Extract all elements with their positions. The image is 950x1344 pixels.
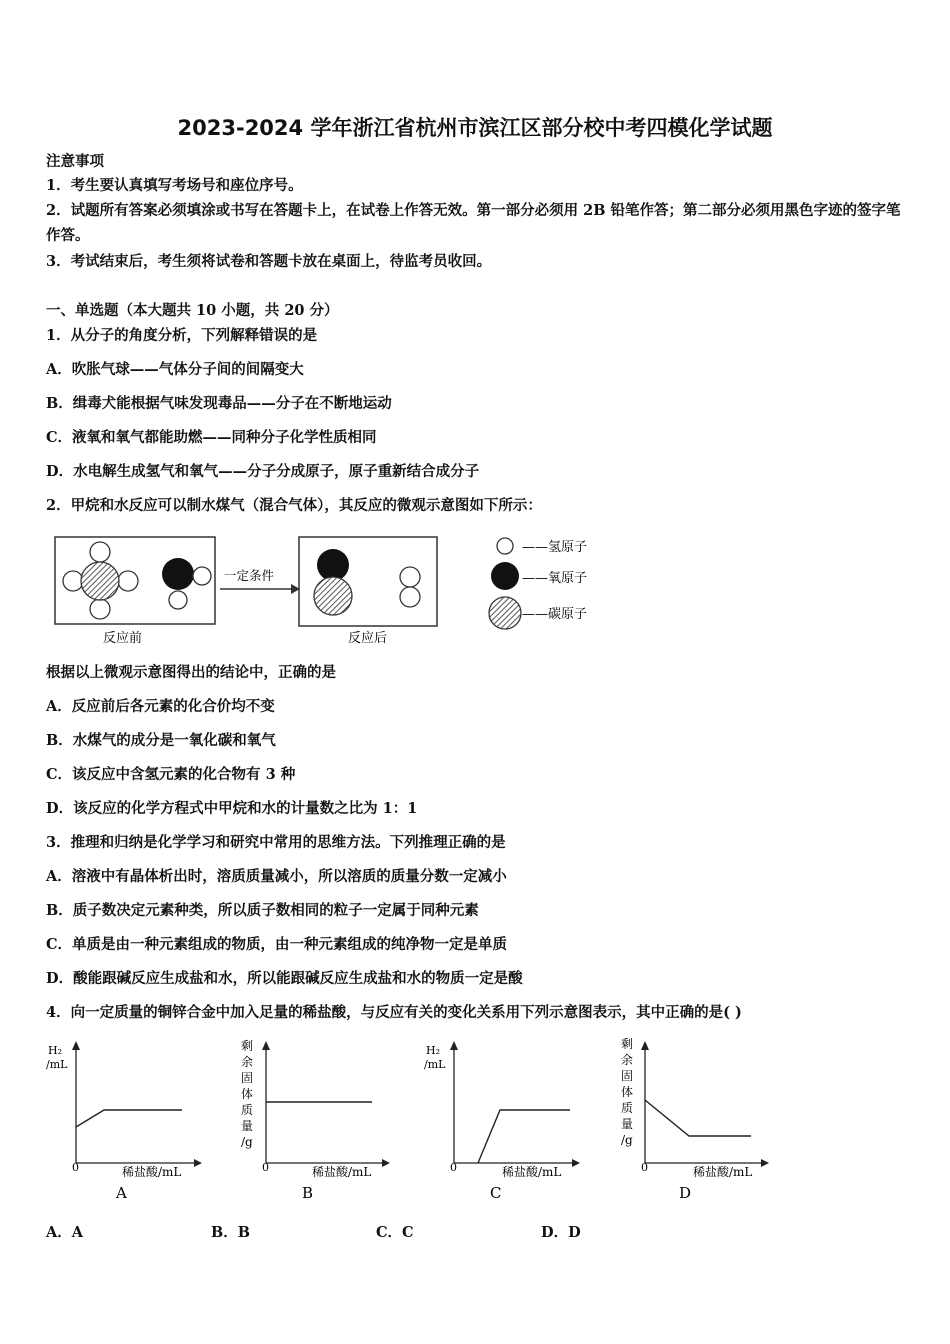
x-axis-label: 稀盐酸/mL: [312, 1165, 372, 1179]
before-label: 反应前: [103, 631, 143, 646]
y-label-line2: /mL: [46, 1058, 68, 1071]
y-axis-arrow-icon: [450, 1041, 458, 1050]
hydrogen-atom: [63, 571, 83, 591]
q1-option-c: C．液氧和氧气都能助燃——同种分子化学性质相同: [46, 429, 377, 446]
after-label: 反应后: [348, 631, 388, 646]
notice-heading: 注意事项: [46, 153, 104, 170]
water-molecule: [162, 558, 211, 609]
graph-c: [422, 1038, 602, 1208]
y-axis-label: 剩 余 固 体 质 量 /g: [241, 1039, 254, 1149]
hydrogen-molecule: [400, 567, 420, 607]
curve-line: [645, 1100, 751, 1136]
y-label-line2: /mL: [424, 1058, 446, 1071]
notice-item-3: 3．考试结束后，考生须将试卷和答题卡放在桌面上，待监考员收回。: [46, 253, 492, 270]
y-label-line1: H₂: [426, 1044, 441, 1057]
legend-oxygen-icon: [491, 562, 519, 590]
carbon-monoxide-molecule: [314, 549, 352, 615]
x-axis-arrow-icon: [572, 1159, 580, 1167]
q3-option-c: C．单质是由一种元素组成的物质，由一种元素组成的纯净物一定是单质: [46, 936, 508, 953]
section-heading: 一、单选题（本大题共 10 小题，共 20 分）: [46, 302, 339, 319]
q4-answer-a: A．A: [46, 1224, 84, 1241]
curve-line: [478, 1110, 570, 1163]
notice-item-1: 1．考生要认真填写考场号和座位序号。: [46, 177, 303, 194]
graph-letter: A: [116, 1184, 127, 1202]
legend-hydrogen-icon: [497, 538, 513, 554]
q1-stem: 1．从分子的角度分析，下列解释错误的是: [46, 327, 318, 344]
q1-option-a: A．吹胀气球——气体分子间的间隔变大: [46, 361, 304, 378]
oxygen-atom: [317, 549, 349, 581]
q4-answer-d: D．D: [541, 1224, 581, 1241]
origin-label: 0: [450, 1161, 457, 1174]
origin-label: 0: [262, 1161, 269, 1174]
q3-stem: 3．推理和归纳是化学学习和研究中常用的思维方法。下列推理正确的是: [46, 834, 506, 851]
graph-letter: C: [490, 1184, 502, 1202]
graph-b: [234, 1038, 414, 1208]
x-axis-arrow-icon: [761, 1159, 769, 1167]
page-title: 2023-2024 学年浙江省杭州市滨江区部分校中考四模化学试题: [177, 116, 773, 140]
carbon-atom: [314, 577, 352, 615]
carbon-atom: [81, 562, 119, 600]
hydrogen-atom: [118, 571, 138, 591]
q4-answer-b: B．B: [211, 1224, 251, 1241]
y-axis-arrow-icon: [262, 1041, 270, 1050]
q4-stem: 4．向一定质量的铜锌合金中加入足量的稀盐酸，与反应有关的变化关系用下列示意图表示，其中正确的是( ): [46, 1004, 742, 1021]
legend-carbon-icon: [489, 597, 521, 629]
legend-oxygen: ——氧原子: [522, 571, 588, 586]
q3-option-d: D．酸能跟碱反应生成盐和水，所以能跟碱反应生成盐和水的物质一定是酸: [46, 970, 523, 987]
oxygen-atom: [162, 558, 194, 590]
x-axis-label: 稀盐酸/mL: [122, 1165, 182, 1179]
legend-hydrogen: ——氢原子: [522, 540, 588, 555]
y-axis-label: 剩 余 固 体 质 量 /g: [621, 1038, 634, 1147]
legend-carbon: ——碳原子: [522, 607, 588, 622]
x-axis-arrow-icon: [382, 1159, 390, 1167]
q3-option-b: B．质子数决定元素种类，所以质子数相同的粒子一定属于同种元素: [46, 902, 479, 919]
notice-item-2: 2．试题所有答案必须填涂或书写在答题卡上，在试卷上作答无效。第一部分必须用 2B 铅笔作答；第二部分必须用黑色字迹的签字笔作答。: [46, 202, 901, 244]
q2-option-c: C．该反应中含氢元素的化合物有 3 种: [46, 766, 296, 783]
q2-stem: 2．甲烷和水反应可以制水煤气（混合气体），其反应的微观示意图如下所示：: [46, 497, 542, 514]
hydrogen-atom: [400, 587, 420, 607]
curve-line: [76, 1110, 182, 1127]
q2-option-b: B．水煤气的成分是一氧化碳和氧气: [46, 732, 276, 749]
graph-letter: B: [302, 1184, 314, 1202]
y-axis-arrow-icon: [641, 1041, 649, 1050]
graph-letter: D: [679, 1184, 692, 1202]
graph-a: [44, 1038, 224, 1208]
hydrogen-atom: [169, 591, 187, 609]
q2-option-d: D．该反应的化学方程式中甲烷和水的计量数之比为 1：1: [46, 800, 418, 817]
x-axis-label: 稀盐酸/mL: [693, 1165, 753, 1179]
origin-label: 0: [72, 1161, 79, 1174]
reaction-diagram: [48, 532, 618, 652]
graph-d: [613, 1038, 793, 1208]
q1-option-b: B．缉毒犬能根据气味发现毒品——分子在不断地运动: [46, 395, 392, 412]
methane-molecule: [63, 542, 138, 619]
hydrogen-atom: [90, 542, 110, 562]
x-axis-arrow-icon: [194, 1159, 202, 1167]
arrow-label: 一定条件: [224, 568, 275, 583]
q2-option-a: A．反应前后各元素的化合价均不变: [46, 698, 275, 715]
q1-option-d: D．水电解生成氢气和氧气——分子分成原子，原子重新结合成分子: [46, 463, 480, 480]
q4-answer-c: C．C: [376, 1224, 414, 1241]
q2-followup: 根据以上微观示意图得出的结论中，正确的是: [46, 664, 336, 681]
y-axis-arrow-icon: [72, 1041, 80, 1050]
q3-option-a: A．溶液中有晶体析出时，溶质质量减小，所以溶质的质量分数一定减小: [46, 868, 507, 885]
x-axis-label: 稀盐酸/mL: [502, 1165, 562, 1179]
hydrogen-atom: [90, 599, 110, 619]
hydrogen-atom: [193, 567, 211, 585]
y-label-line1: H₂: [48, 1044, 63, 1057]
origin-label: 0: [641, 1161, 648, 1174]
hydrogen-atom: [400, 567, 420, 587]
